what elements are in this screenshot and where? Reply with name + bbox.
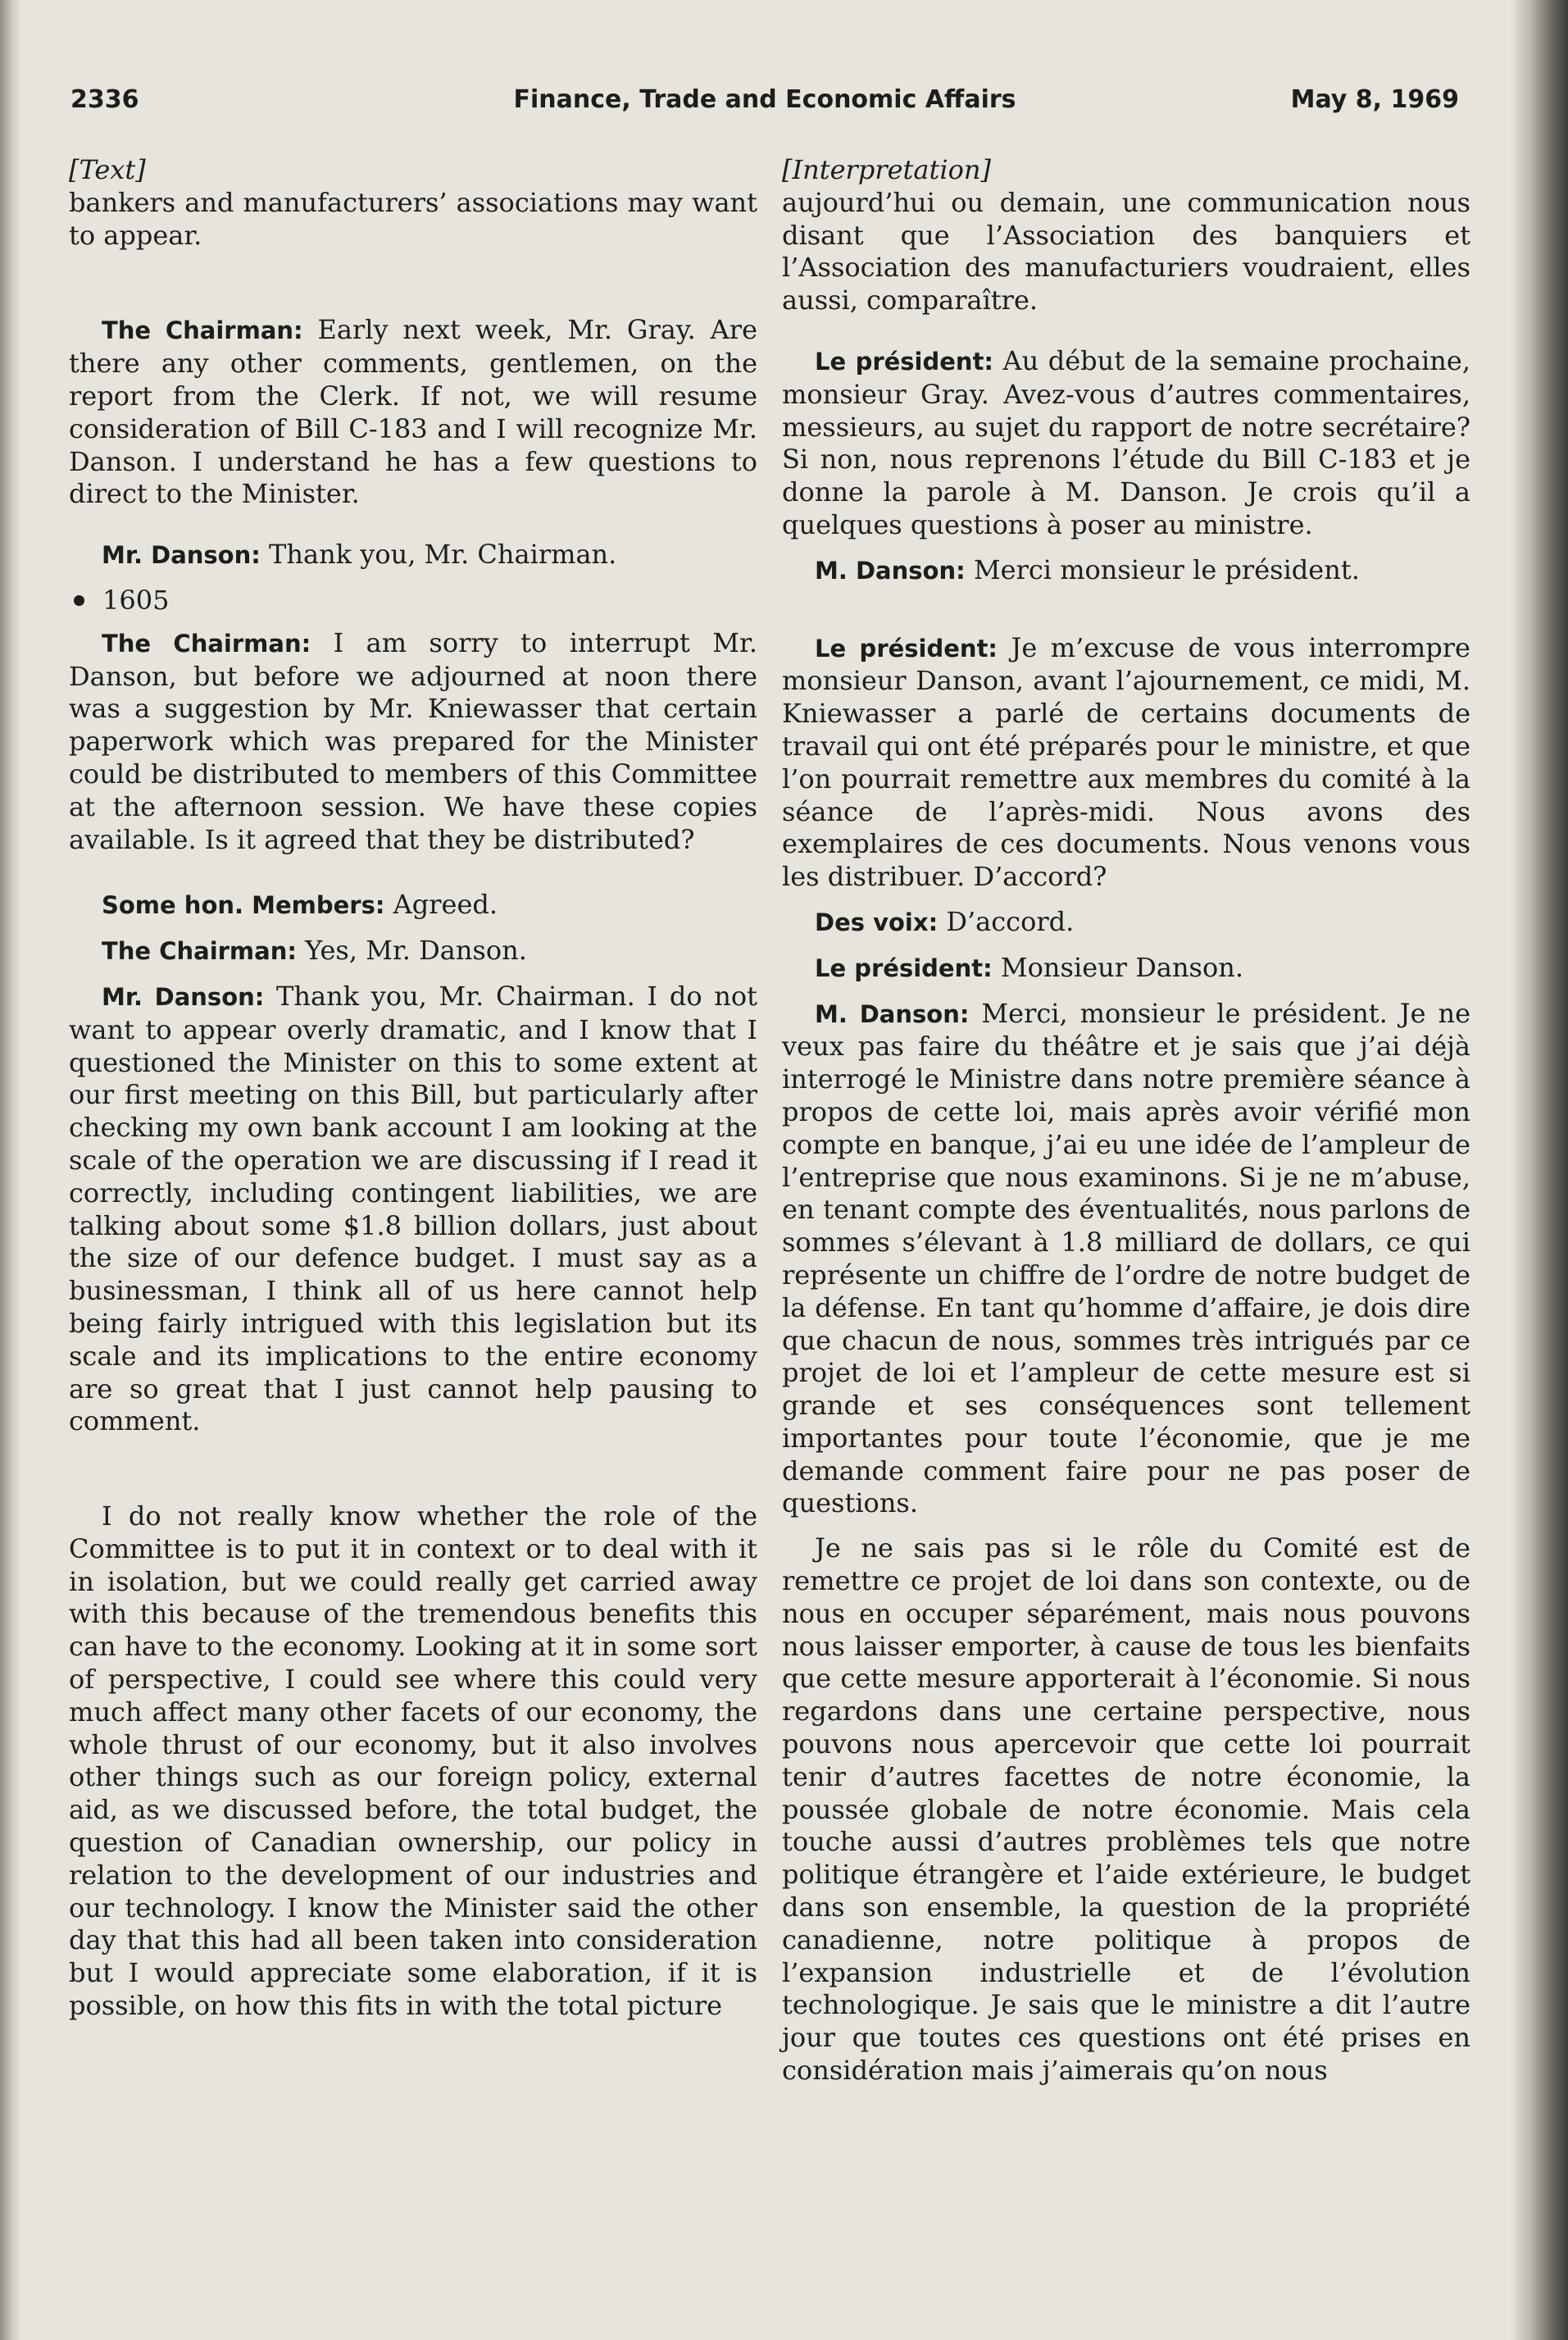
paragraph: aujourd’hui ou demain, une communication nous disant que l’Association des banquiers et l’Association des manufacturiers voudraient, elles aussi, comparaître.	[782, 186, 1470, 316]
speaker: Mr. Danson:	[102, 541, 261, 570]
paragraph: Des voix: D’accord.	[815, 905, 1075, 937]
paragraph: bankers and manufacturers’ associations may want to appear.	[69, 186, 757, 251]
paragraph: Je ne sais pas si le rôle du Comité est de remettre ce projet de loi dans son contexte, ou de nous en occuper séparément, mais nous pouvons nous laisser emporter, à cause de tous les bienfaits que cette mesure apporterait à l’économie. Si nous regardons dans une certaine perspective, nous pouvons nous apercevoir que cette loi pourrait tenir d’autres facettes de notre économie, la poussée globale de notre économie. Mais cela touche aussi d’autres problèmes tels que notre politique étrangère et l’aide extérieure, le budget dans son ensemble, la question de la propriété canadienne, notre politique à propos de l’expansion industrielle et de l’évolution technologique. Je sais que le ministre a dit l’autre jour que toutes ces questions ont été prises en considération mais j’aimerais qu’on nous	[782, 1532, 1470, 2087]
paragraph: Some hon. Members: Agreed.	[102, 889, 498, 921]
paragraph: Mr. Danson: Thank you, Mr. Chairman.	[102, 539, 617, 571]
speaker: Le président:	[815, 347, 994, 376]
page-number: 2336	[70, 85, 139, 114]
paragraph: Le président: Monsieur Danson.	[815, 951, 1244, 983]
column-label: [Text]	[69, 154, 146, 185]
header-date: May 8, 1969	[1290, 85, 1459, 114]
time-marker: 1605	[69, 585, 757, 617]
page-edge-shadow	[1511, 0, 1568, 2340]
paragraph: I do not really know whether the role of the Committee is to put it in context or to deal with it in isolation, but we could really get carried away with this because of the tremendous benefits this can have to the economy. Looking at it in some sort of perspective, I could see where this could very much affect many other facets of our economy, the whole thrust of our economy, but it also involves other things such as our foreign policy, external aid, as we discussed before, the total budget, the question of Canadian ownership, our policy in relation to the development of our industries and our technology. I know the Minister said the other day that this had all been taken into consideration but I would appreciate some elaboration, if it is possible, on how this fits in with the total picture	[69, 1500, 757, 2022]
speaker: The Chairman:	[102, 316, 303, 345]
speaker: The Chairman:	[102, 937, 297, 966]
speaker: Le président:	[815, 634, 998, 662]
speaker: Some hon. Members:	[102, 891, 385, 920]
bullet-icon	[74, 595, 84, 606]
speaker: Mr. Danson:	[102, 982, 265, 1011]
paragraph: The Chairman: I am sorry to interrupt Mr. Danson, but before we adjourned at noon there was a suggestion by Mr. Kniewasser that certain paperwork which was prepared for the Minister could be distributed to members of this Committee at the afternoon session. We have these copies available. Is it agreed that they be distributed?	[69, 626, 757, 855]
speaker: The Chairman:	[102, 629, 311, 658]
running-header	[70, 85, 1459, 121]
running-title: Finance, Trade and Economic Affairs	[513, 85, 1016, 114]
paragraph: M. Danson: Merci monsieur le président.	[815, 553, 1360, 585]
page-binding-shadow	[0, 0, 21, 2340]
column-label: [Interpretation]	[782, 154, 991, 185]
paragraph: Mr. Danson: Thank you, Mr. Chairman. I do not want to appear overly dramatic, and I know that I questioned the Minister on this to some extent at our first meeting on this Bill, but particularly after checking my own bank account I am looking at the scale of the operation we are discussing if I read it correctly, including contingent liabilities, we are talking about some $1.8 billion dollars, just about the size of our defence budget. I must say as a businessman, I think all of us here cannot help being fairly intrigued with this legislation but its scale and its implications to the entire economy are so great that I just cannot help pausing to comment.	[69, 980, 757, 1437]
french-column	[782, 154, 1470, 2100]
speaker: M. Danson:	[815, 556, 966, 585]
speaker: Des voix:	[815, 908, 939, 936]
paragraph: M. Danson: Merci, monsieur le président. Je ne veux pas faire du théâtre et je sais que j’ai déjà interrogé le Ministre dans notre première séance à propos de cette loi, mais après avoir vérifié mon compte en banque, j’ai eu une idée de l’ampleur de l’entreprise que nous examinons. Si je ne m’abuse, en tenant compte des éventualités, nous parlons de sommes s’élevant à 1.8 milliard de dollars, ce qui représente un chiffre de l’ordre de notre budget de la défense. En tant qu’homme d’affaire, je dois dire que chacun de nous, sommes très intrigués par ce projet de loi et l’ampleur de cette mesure est si grande et ses conséquences sont tellement importantes pour toute l’économie, que je me demande comment faire pour ne pas poser de questions.	[782, 997, 1471, 1519]
paragraph: Le président: Je m’excuse de vous interrompre monsieur Danson, avant l’ajournement, ce midi, M. Kniewasser a parlé de certains documents de travail qui ont été préparés pour le ministre, et que l’on pourrait remettre aux membres du comité à la séance de l’après-midi. Nous avons des exemplaires de ces documents. Nous venons vous les distribuer. D’accord?	[782, 631, 1470, 893]
paragraph: The Chairman: Early next week, Mr. Gray. Are there any other comments, gentlemen, on the report from the Clerk. If not, we will resume consideration of Bill C-183 and I will recognize Mr. Danson. I understand he has a few questions to direct to the Minister.	[69, 314, 758, 510]
english-column	[69, 154, 757, 2035]
speaker: Le président:	[815, 954, 993, 982]
paragraph: The Chairman: Yes, Mr. Danson.	[102, 935, 527, 967]
paragraph: Le président: Au début de la semaine prochaine, monsieur Gray. Avez-vous d’autres commentaires, messieurs, au sujet du rapport de notre secrétaire? Si non, nous reprenons l’étude du Bill C-183 et je donne la parole à M. Danson. Je crois qu’il a quelques questions à poser au ministre.	[782, 344, 1470, 540]
speaker: M. Danson:	[815, 999, 970, 1028]
